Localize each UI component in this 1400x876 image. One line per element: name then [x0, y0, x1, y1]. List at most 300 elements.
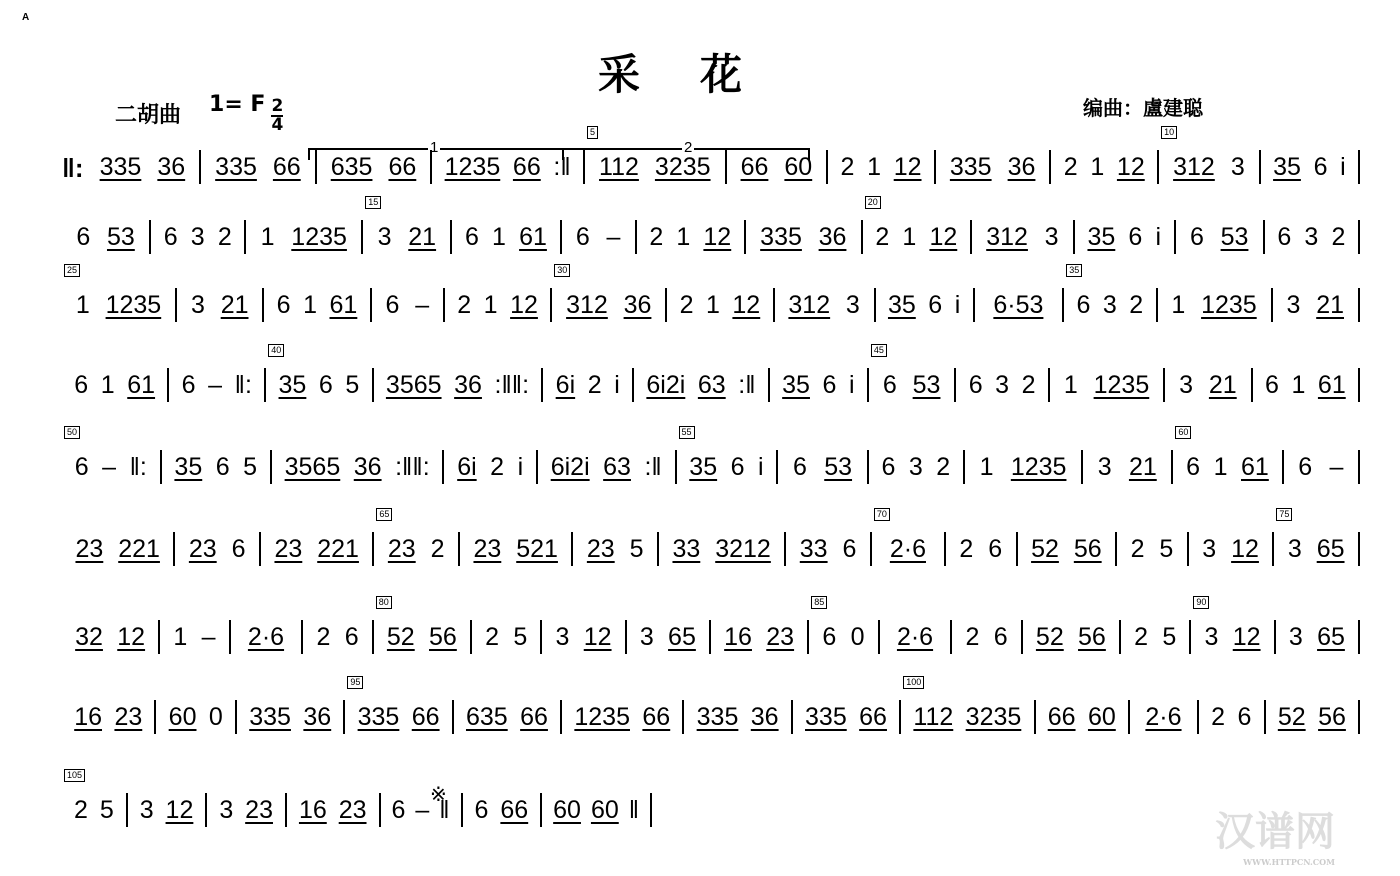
measure: [876, 288, 975, 322]
note-group: 21: [220, 290, 249, 319]
note-group: 36: [353, 452, 382, 481]
note-group: 1: [260, 222, 275, 251]
measure: [452, 220, 561, 254]
measure: [62, 427, 162, 484]
measure: [151, 220, 246, 254]
note-group: 53: [912, 370, 941, 399]
measure: [160, 620, 230, 654]
measure: [363, 197, 452, 254]
measure: [552, 265, 667, 322]
note-group: 6: [1277, 222, 1292, 251]
measure: [287, 793, 381, 827]
measure: [1273, 288, 1360, 322]
note-group: 66: [520, 702, 548, 731]
note-group: 3: [1102, 290, 1117, 319]
measure: [1176, 220, 1265, 254]
note-group: i: [758, 452, 764, 481]
note-group: 112: [599, 152, 639, 181]
note-group: 335: [99, 152, 142, 181]
measure: [1083, 450, 1173, 484]
note-group: 1: [483, 290, 498, 319]
note-group: :‖‖:: [494, 370, 530, 399]
page-title: 采花: [597, 50, 802, 99]
measure: [872, 509, 946, 566]
measure: [460, 532, 573, 566]
measure: [432, 150, 585, 184]
measure: [1158, 288, 1273, 322]
note-group: 5: [345, 370, 360, 399]
measure: [374, 597, 472, 654]
repeat-start-sign: ‖:: [62, 153, 84, 183]
note-group: –: [1329, 452, 1344, 481]
measure: [169, 368, 266, 402]
note-group: 3: [1204, 622, 1219, 651]
note-group: 12: [703, 222, 732, 251]
note-group: 61: [329, 290, 358, 319]
note-group: 21: [1128, 452, 1157, 481]
measure: [1036, 700, 1130, 734]
note-group: 21: [1316, 290, 1344, 319]
note-group: 6i: [457, 452, 477, 481]
measure: [272, 450, 445, 484]
note-group: 6: [1237, 702, 1252, 731]
note-group: 335: [760, 222, 802, 251]
note-group: 12: [893, 152, 922, 181]
note-group: 3: [1202, 534, 1217, 563]
note-group: 60: [553, 795, 581, 824]
measure: [381, 793, 463, 827]
note-group: 12: [732, 290, 761, 319]
measure-number: 30: [554, 264, 570, 277]
measure: [634, 368, 770, 402]
note-group: 6: [988, 534, 1003, 563]
time-signature: [271, 98, 283, 134]
measure: [1189, 532, 1275, 566]
measure: [261, 532, 374, 566]
note-group: 1: [1171, 290, 1186, 319]
measure: [463, 793, 543, 827]
note-group: 1235: [444, 152, 501, 181]
note-group: 21: [1208, 370, 1237, 399]
note-group: 6: [1076, 290, 1091, 319]
note-group: 6i2i: [550, 452, 590, 481]
note-group: 1: [902, 222, 917, 251]
note-group: 61: [127, 370, 156, 399]
note-group: 3: [1044, 222, 1059, 251]
note-group: 1: [173, 622, 188, 651]
measure: [684, 700, 792, 734]
note-group: 3: [377, 222, 392, 251]
note-group: 36: [623, 290, 652, 319]
note-group: 36: [750, 702, 779, 731]
note-group: 6: [928, 290, 943, 319]
measure: [1261, 150, 1360, 184]
measure-number: 5: [587, 126, 598, 139]
score-line: [62, 265, 1360, 322]
note-group: 66: [388, 152, 417, 181]
measure-number: 10: [1161, 126, 1177, 139]
note-group: 23: [188, 534, 217, 563]
note-group: 6: [474, 795, 489, 824]
measure: [627, 620, 711, 654]
measure: [374, 368, 544, 402]
note-group: ‖:: [234, 370, 252, 399]
note-group: 66: [272, 152, 301, 181]
measure: [562, 220, 637, 254]
note-group: 3: [1304, 222, 1319, 251]
measure: [1199, 700, 1266, 734]
note-group: 66: [512, 152, 541, 181]
note-group: 53: [106, 222, 135, 251]
measure: [965, 450, 1083, 484]
note-group: 3: [1097, 452, 1112, 481]
note-group: 60: [784, 152, 813, 181]
measure: [472, 620, 542, 654]
note-group: 6: [74, 452, 89, 481]
note-group: 2: [875, 222, 890, 251]
note-group: 61: [1241, 452, 1269, 481]
measure: [1159, 127, 1261, 184]
measure: [1130, 700, 1199, 734]
note-group: 6: [881, 452, 896, 481]
note-group: 6: [391, 795, 406, 824]
measure: [901, 677, 1035, 734]
note-group: 2: [1211, 702, 1226, 731]
note-group: 1: [1213, 452, 1228, 481]
note-group: 1235: [574, 702, 630, 731]
note-group: 221: [317, 534, 359, 563]
note-group: 335: [949, 152, 992, 181]
measure: [667, 288, 774, 322]
measure: [770, 368, 869, 402]
note-group: 2: [316, 622, 331, 651]
measure: [1191, 597, 1275, 654]
note-group: –: [201, 622, 216, 651]
score-line: [62, 677, 1360, 734]
measure: [538, 450, 677, 484]
note-group: 23: [245, 795, 273, 824]
measure: [317, 150, 433, 184]
note-group: ‖: [628, 795, 640, 824]
note-group: i: [1155, 222, 1162, 251]
measure: [1064, 265, 1157, 322]
measure: [573, 532, 659, 566]
note-group: 6: [163, 222, 178, 251]
note-group: 5: [629, 534, 644, 563]
note-group: 2: [1130, 534, 1145, 563]
note-group: 6: [76, 222, 91, 251]
measure: [162, 450, 272, 484]
measure: [62, 265, 177, 322]
note-group: 2: [1134, 622, 1149, 651]
note-group: 6: [730, 452, 745, 481]
measure: [1165, 368, 1252, 402]
score-line: [62, 597, 1360, 654]
note-group: 1235: [1201, 290, 1257, 319]
measure-number: 70: [874, 508, 890, 521]
note-group: 3: [1230, 152, 1245, 181]
note-group: 23: [114, 702, 143, 731]
score-line: [62, 770, 652, 827]
note-group: 63: [603, 452, 631, 481]
measure-number: 85: [811, 596, 827, 609]
note-group: 2: [490, 452, 505, 481]
note-group: 1235: [105, 290, 162, 319]
measure: [1051, 150, 1159, 184]
note-group: 2: [457, 290, 472, 319]
measure: [542, 620, 626, 654]
note-group: 1235: [1093, 370, 1150, 399]
measure: [445, 288, 552, 322]
note-group: 335: [696, 702, 739, 731]
note-group: 3: [845, 290, 860, 319]
measure: [677, 427, 779, 484]
note-group: 36: [818, 222, 847, 251]
note-group: 6: [842, 534, 857, 563]
note-group: 6: [215, 452, 230, 481]
note-group: 3: [995, 370, 1010, 399]
measure: [1265, 220, 1360, 254]
note-group: 52: [386, 622, 415, 651]
note-group: 66: [740, 152, 769, 181]
measure: [86, 150, 202, 184]
note-group: 3: [190, 222, 205, 251]
note-group: 2·6: [247, 622, 285, 651]
measure-number: 40: [268, 344, 284, 357]
key-label: 1= F: [209, 92, 266, 117]
measure-number: 95: [347, 676, 363, 689]
measure: [177, 288, 264, 322]
note-group: 0: [208, 702, 223, 731]
note-group: 23: [75, 534, 104, 563]
note-group: 312: [788, 290, 831, 319]
measure: [156, 700, 237, 734]
note-group: 2·6: [1145, 702, 1182, 731]
note-group: 35: [689, 452, 718, 481]
note-group: 66: [859, 702, 887, 731]
measure-number: 80: [376, 596, 392, 609]
measure: [956, 368, 1049, 402]
note-group: 3565: [385, 370, 442, 399]
measure: [237, 700, 345, 734]
note-group: 12: [929, 222, 958, 251]
corner-mark: A: [22, 12, 30, 23]
note-group: 0: [850, 622, 865, 651]
note-group: 3212: [715, 534, 771, 563]
measure: [828, 150, 936, 184]
measure: [936, 150, 1052, 184]
note-group: 6: [318, 370, 333, 399]
note-group: 3: [1286, 290, 1301, 319]
note-group: 16: [74, 702, 103, 731]
note-group: 53: [1220, 222, 1249, 251]
score-line: [62, 127, 1360, 184]
note-group: 6·53: [993, 290, 1044, 319]
measure-number: 15: [365, 196, 381, 209]
note-group: 35: [278, 370, 307, 399]
note-group: 635: [465, 702, 508, 731]
note-group: –: [415, 290, 430, 319]
measure: [454, 700, 562, 734]
note-group: 2: [587, 370, 602, 399]
measure: [62, 532, 175, 566]
note-group: 60: [168, 702, 197, 731]
note-group: 53: [824, 452, 853, 481]
note-group: 6: [575, 222, 590, 251]
note-group: 2: [485, 622, 500, 651]
note-group: 65: [1317, 622, 1345, 651]
note-group: 6: [74, 370, 89, 399]
note-group: 36: [157, 152, 186, 181]
note-group: 6: [822, 622, 837, 651]
volta-label: 2: [684, 139, 693, 156]
arranger-credit: 编曲：盧建聪: [1083, 96, 1203, 120]
note-group: 23: [338, 795, 367, 824]
note-group: 52: [1031, 534, 1059, 563]
measure: [562, 700, 684, 734]
note-group: 66: [411, 702, 440, 731]
note-group: 6: [993, 622, 1008, 651]
note-group: 16: [298, 795, 327, 824]
watermark-logo: 汉谱网 WWW.HTTPCN.COM: [1215, 808, 1335, 867]
note-group: 2: [649, 222, 664, 251]
measure-number: 65: [376, 508, 392, 521]
note-group: 1: [979, 452, 994, 481]
score-line: [62, 427, 1360, 484]
note-group: 3: [139, 795, 154, 824]
measure-number: 90: [1193, 596, 1209, 609]
note-group: 3: [1288, 622, 1303, 651]
note-group: 12: [165, 795, 194, 824]
measure: [266, 345, 373, 402]
note-group: 21: [408, 222, 437, 251]
time-sig-bottom: 4: [271, 115, 284, 135]
measure: [711, 620, 809, 654]
note-group: 6: [968, 370, 983, 399]
note-group: 12: [117, 622, 146, 651]
measure: [62, 700, 156, 734]
note-group: 2: [1063, 152, 1078, 181]
measure: [1276, 620, 1360, 654]
note-group: 23: [473, 534, 502, 563]
note-group: 56: [1318, 702, 1346, 731]
measure: [972, 220, 1075, 254]
note-group: 52: [1035, 622, 1064, 651]
note-group: 6: [344, 622, 359, 651]
volta-label: 1: [430, 139, 439, 156]
note-group: 635: [330, 152, 373, 181]
note-group: 6: [276, 290, 291, 319]
measure: [585, 127, 727, 184]
measure: [793, 700, 901, 734]
measure: [374, 509, 460, 566]
measure: [62, 770, 128, 827]
note-group: 6: [1264, 370, 1279, 399]
note-group: i: [954, 290, 961, 319]
note-group: :‖: [738, 370, 756, 399]
note-group: 61: [1317, 370, 1346, 399]
measure-number: 45: [871, 344, 887, 357]
note-group: 1: [492, 222, 506, 251]
note-group: 1235: [291, 222, 347, 251]
note-group: 6: [385, 290, 400, 319]
note-group: 312: [986, 222, 1028, 251]
note-group: 35: [1273, 152, 1301, 181]
measure-number: 105: [64, 769, 85, 782]
note-group: 3235: [965, 702, 1022, 731]
note-group: 3565: [284, 452, 341, 481]
measure: [775, 288, 876, 322]
note-group: 1: [867, 152, 882, 181]
note-group: 1: [1063, 370, 1078, 399]
note-group: 2: [936, 452, 951, 481]
score-line: [62, 345, 1360, 402]
note-group: 335: [357, 702, 400, 731]
note-group: 3: [639, 622, 654, 651]
note-group: ‖:: [129, 452, 147, 481]
note-group: 12: [583, 622, 612, 651]
note-group: 5: [1159, 534, 1174, 563]
note-group: –: [415, 795, 430, 824]
measure: [975, 288, 1065, 322]
measure: [863, 197, 972, 254]
note-group: 52: [1277, 702, 1306, 731]
note-group: i: [849, 370, 855, 399]
note-group: 221: [118, 534, 160, 563]
measure: [880, 620, 953, 654]
note-group: –: [208, 370, 223, 399]
note-group: 5: [99, 795, 114, 824]
measure: [543, 368, 634, 402]
measure: [869, 345, 956, 402]
note-group: 23: [766, 622, 795, 651]
measure-number: 50: [64, 426, 80, 439]
note-group: 6i2i: [646, 370, 686, 399]
note-group: 56: [1073, 534, 1102, 563]
note-group: –: [102, 452, 117, 481]
note-group: 66: [1047, 702, 1076, 731]
note-group: 1: [705, 290, 720, 319]
measure: [542, 793, 652, 827]
measure-number: 75: [1276, 508, 1292, 521]
note-group: 3: [191, 290, 205, 319]
note-group: 65: [1316, 534, 1345, 563]
measure: [1018, 532, 1118, 566]
note-group: 6: [231, 534, 246, 563]
measure: [62, 220, 151, 254]
note-group: 521: [516, 534, 558, 563]
note-group: 35: [887, 290, 916, 319]
note-group: i: [614, 370, 620, 399]
key-signature: [209, 92, 283, 134]
note-group: :‖: [644, 452, 662, 481]
note-group: :‖‖:: [395, 452, 430, 481]
measure: [444, 450, 538, 484]
measure: [1050, 368, 1165, 402]
note-group: 1: [100, 370, 115, 399]
note-group: 35: [174, 452, 203, 481]
note-group: 36: [1007, 152, 1036, 181]
note-group: 60: [1087, 702, 1116, 731]
note-group: 2: [73, 795, 88, 824]
measure: [207, 793, 287, 827]
measure: [1023, 620, 1121, 654]
score-line: [62, 197, 1360, 254]
note-group: 1235: [1010, 452, 1067, 481]
note-group: 2·6: [889, 534, 926, 563]
measure-number: 35: [1066, 264, 1082, 277]
note-group: i: [1340, 152, 1346, 181]
